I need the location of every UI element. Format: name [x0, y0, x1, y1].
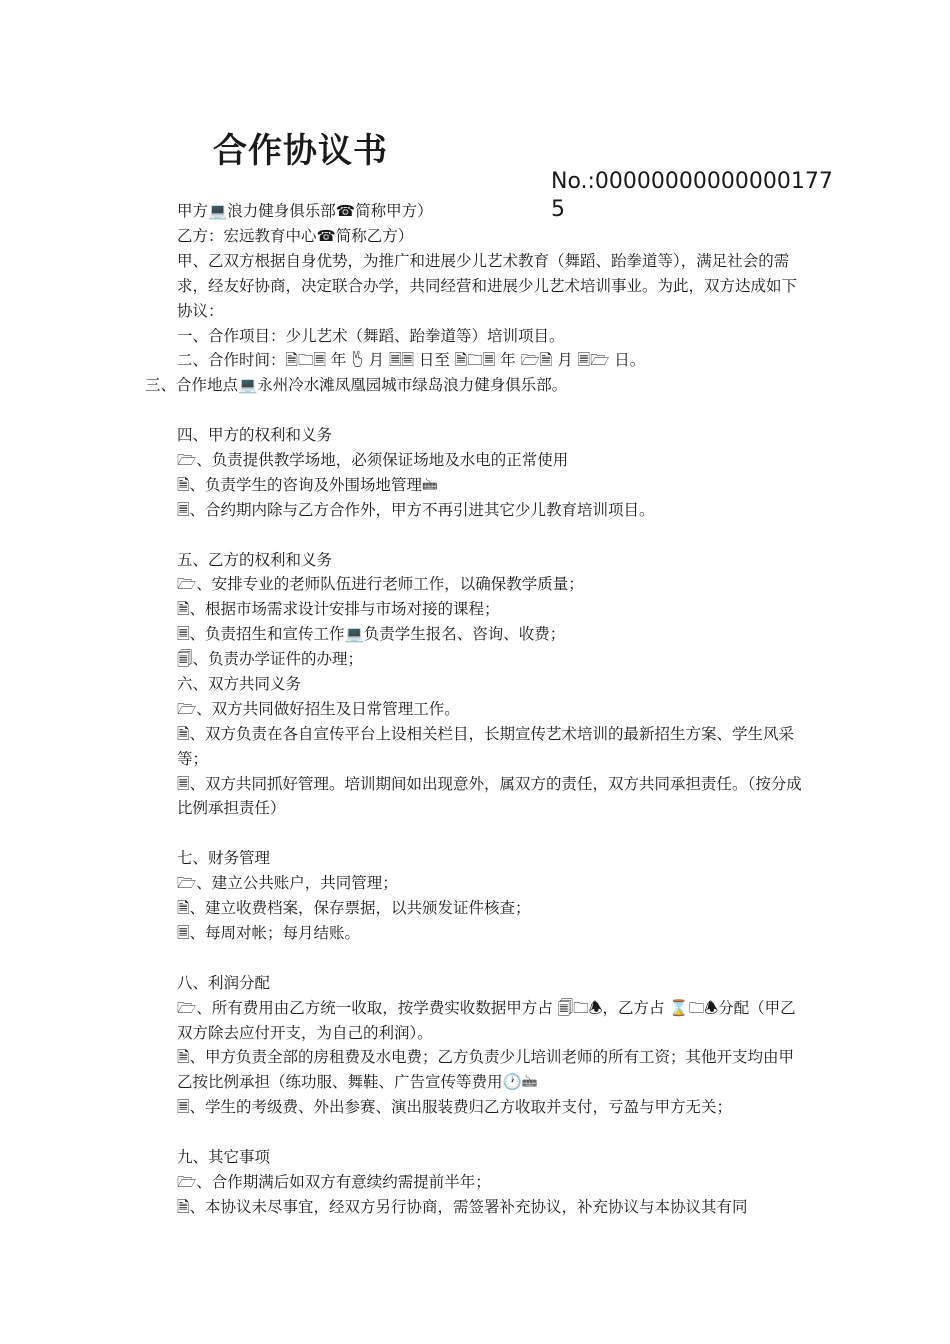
section-7-item-3: 🗏、每周对帐；每月结账。 [177, 923, 360, 942]
section-8-item-1: 🗁、所有费用由乙方统一收取，按学费实收数据甲方占 🗐🗀🕭，乙方占 ⌛🗀🕭分配（甲乙双方除去应付开支，为自己的利润）。 [177, 998, 796, 1042]
section-5-item-3: 🗏、负责招生和宣传工作💻负责学生报名、咨询、收费； [177, 625, 566, 644]
party-a-line: 甲方💻浪力健身俱乐部☎简称甲方） [177, 202, 433, 220]
document-number: No.:000000000000001775 [551, 169, 833, 222]
section-8-item-2: 🗎、甲方负责全部的房租费及水电费；乙方负责少儿培训老师的所有工资；其他开支均由甲乙按比例承担（练功服、舞鞋、广告宣传等费用🕐🖮 [177, 1048, 794, 1092]
section-4-item-1: 🗁、负责提供教学场地，必须保证场地及水电的正常使用 [177, 450, 569, 469]
section-3-location: 三、合作地点💻永州冷水滩凤凰园城市绿岛浪力健身俱乐部。 [145, 376, 568, 395]
section-9-item-1: 🗁、合作期满后如双方有意续约需提前半年； [177, 1172, 491, 1191]
spacer [145, 821, 807, 846]
section-7-item-1: 🗁、建立公共账户，共同管理； [177, 874, 398, 893]
section-9-item-2: 🗎、本协议未尽事宜，经双方另行协商，需签署补充协议，补充协议与本协议其有同 [177, 1197, 748, 1216]
document-title: 合作协议书 [213, 131, 388, 171]
intro-paragraph: 甲、乙双方根据自身优势，为推广和进展少儿艺术教育（舞蹈、跆拳道等），满足社会的需求，经友好协商，决定联合办学，共同经营和进展少儿艺术培训事业。为此，双方达成如下协议： [177, 251, 798, 320]
section-1-cooperation-project: 一、合作项目：少儿艺术（舞蹈、跆拳道等）培训项目。 [177, 326, 565, 345]
section-8-heading: 八、利润分配 [177, 973, 271, 992]
section-5-item-1: 🗁、安排专业的老师队伍进行老师工作，以确保教学质量； [177, 575, 584, 594]
party-b-line: 乙方：宏远教育中心☎简称乙方） [177, 226, 414, 245]
spacer [145, 398, 807, 423]
spacer [145, 1120, 807, 1145]
spacer [145, 946, 807, 971]
section-4-heading: 四、甲方的权利和义务 [177, 426, 333, 445]
agreement-body [145, 199, 807, 1220]
section-2-cooperation-period: 二、合作时间：🗎🗀🗏 年 🖔 月 🗏🗏 日至 🗎🗀🗏 年 🗁🗎 月 🗏🗁 日。 [177, 351, 646, 370]
section-4-item-2: 🗎、负责学生的咨询及外围场地管理🖮 [177, 475, 438, 494]
section-5-item-4: 🗐、负责办学证件的办理； [177, 650, 363, 669]
spacer [145, 523, 807, 548]
section-4-item-3: 🗏、合约期内除与乙方合作外，甲方不再引进其它少儿教育培训项目。 [177, 500, 655, 519]
section-5-item-2: 🗎、根据市场需求设计安排与市场对接的课程； [177, 600, 500, 619]
section-6-item-2: 🗎、双方负责在各自宣传平台上设相关栏目，长期宣传艺术培训的最新招生方案、学生风采等； [177, 724, 794, 768]
section-7-heading: 七、财务管理 [177, 849, 271, 868]
section-6-item-1: 🗁、双方共同做好招生及日常管理工作。 [177, 699, 460, 718]
section-9-heading: 九、其它事项 [177, 1148, 271, 1167]
section-6-item-3: 🗏、双方共同抓好管理。培训期间如出现意外，属双方的责任，双方共同承担责任。（按分成比例承担责任） [177, 774, 802, 818]
section-6-heading: 六、双方共同义务 [177, 674, 302, 693]
section-8-item-3: 🗏、学生的考级费、外出参赛、演出服装费归乙方收取并支付，亏盈与甲方无关； [177, 1098, 732, 1117]
section-5-heading: 五、乙方的权利和义务 [177, 550, 333, 569]
section-7-item-2: 🗎、建立收费档案，保存票据，以共颁发证件核查； [177, 899, 531, 918]
